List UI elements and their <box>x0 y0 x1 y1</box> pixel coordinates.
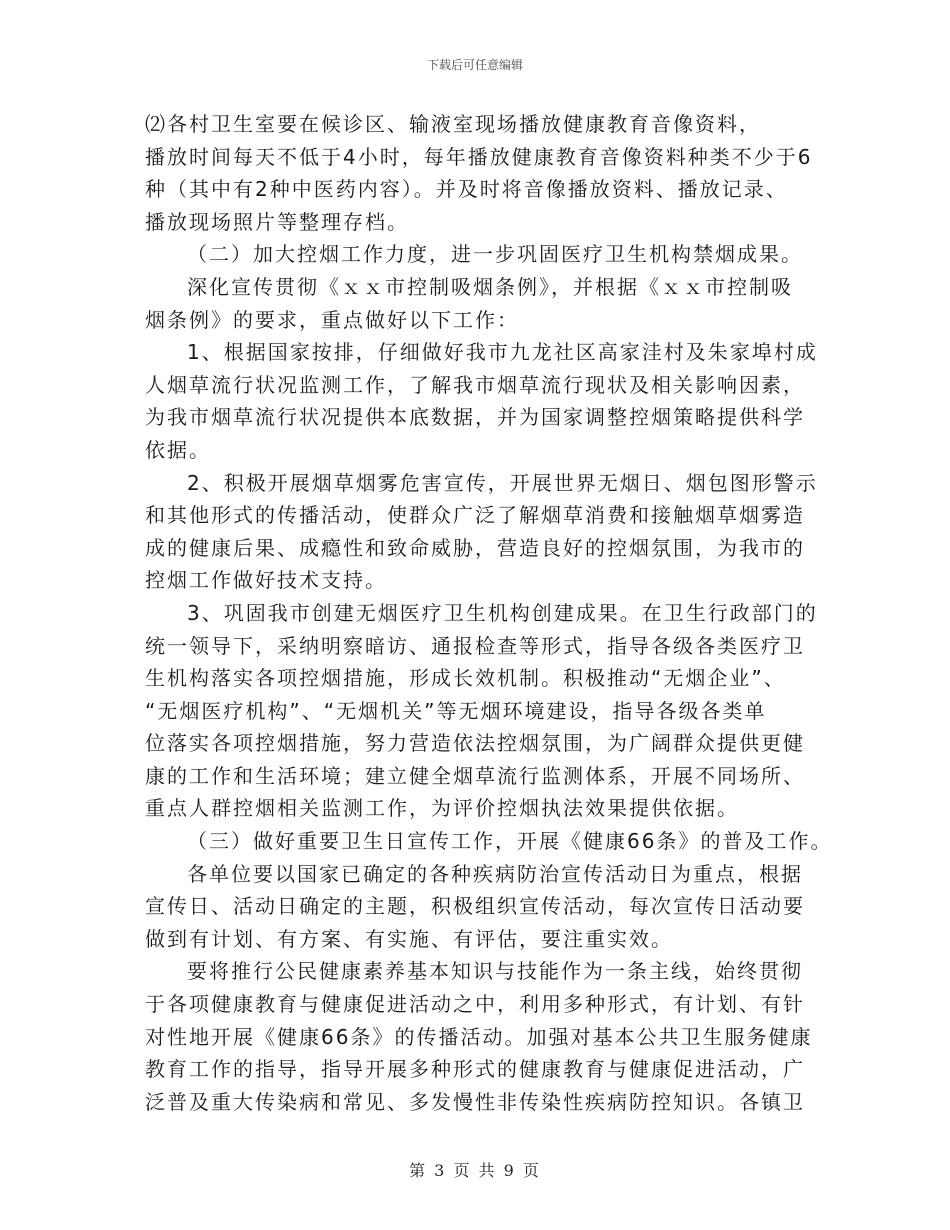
section-heading: （二）加大控烟工作力度，进一步巩固医疗卫生机构禁烟成果。 <box>187 242 803 267</box>
text-line: 于各项健康教育与健康促进活动之中，利用多种形式，有计划、有针 <box>145 992 805 1017</box>
text-line: 2、积极开展烟草烟雾危害宣传，开展世界无烟日、烟包图形警示 <box>187 470 818 495</box>
text-line: 对性地开展《健康66条》的传播活动。加强对基本公共卫生服务健康 <box>145 1024 813 1049</box>
text-line: 依据。 <box>145 437 211 462</box>
text-line: 成的健康后果、成瘾性和致命威胁，营造良好的控烟氛围，为我市的 <box>145 535 805 560</box>
text-line: 统一领导下，采纳明察暗访、通报检查等形式，指导各级各类医疗卫 <box>145 633 805 658</box>
text-line: 泛普及重大传染病和常见、多发慢性非传染性疾病防控知识。各镇卫 <box>145 1089 805 1114</box>
text-line: 宣传日、活动日确定的主题，积极组织宣传活动，每次宣传日活动要 <box>145 894 805 919</box>
text-line: 康的工作和生活环境；建立健全烟草流行监测体系，开展不同场所、 <box>145 763 805 788</box>
text-line: 烟条例》的要求，重点做好以下工作： <box>145 307 519 332</box>
text-line: 控烟工作做好技术支持。 <box>145 568 387 593</box>
page-header: 下载后可任意编辑 <box>426 58 523 72</box>
text-line: ⑵各村卫生室要在候诊区、输液室现场播放健康教育音像资料， <box>145 112 761 136</box>
text-line: “无烟医疗机构”、“无烟机关”等无烟环境建设，指导各级各类单 <box>145 698 767 723</box>
text-line: 人烟草流行状况监测工作，了解我市烟草流行现状及相关影响因素， <box>145 372 805 397</box>
text-line: 播放时间每天不低于4小时，每年播放健康教育音像资料种类不少于6 <box>145 144 813 169</box>
page-number-footer: 第 3 页 共 9 页 <box>409 1161 541 1180</box>
text-line: 3、巩固我市创建无烟医疗卫生机构创建成果。在卫生行政部门的 <box>187 600 818 625</box>
text-line: 做到有计划、有方案、有实施、有评估，要注重实效。 <box>145 926 673 951</box>
text-line: 教育工作的指导，指导开展多种形式的健康教育与健康促进活动，广 <box>145 1057 805 1082</box>
text-line: 和其他形式的传播活动，使群众广泛了解烟草消费和接触烟草烟雾造 <box>145 503 805 528</box>
text-line: 深化宣传贯彻《ｘｘ市控制吸烟条例》，并根据《ｘｘ市控制吸 <box>187 274 793 299</box>
text-line: 1、根据国家按排，仔细做好我市九龙社区高家洼村及朱家埠村成 <box>187 340 818 365</box>
text-line: 位落实各项控烟措施，努力营造依法控烟氛围，为广阔群众提供更健 <box>145 731 805 756</box>
text-line: 重点人群控烟相关监测工作，为评价控烟执法效果提供依据。 <box>145 796 739 821</box>
document-body <box>145 108 833 1118</box>
text-line: 为我市烟草流行状况提供本底数据，并为国家调整控烟策略提供科学 <box>145 405 805 430</box>
text-line: 播放现场照片等整理存档。 <box>145 209 409 234</box>
text-line: 生机构落实各项控烟措施，形成长效机制。积极推动“无烟企业”、 <box>145 666 786 691</box>
text-line: 种（其中有2种中医药内容）。并及时将音像播放资料、播放记录、 <box>145 177 788 202</box>
text-line: 要将推行公民健康素养基本知识与技能作为一条主线，始终贯彻 <box>187 959 803 984</box>
section-heading: （三）做好重要卫生日宣传工作，开展《健康66条》的普及工作。 <box>187 829 833 854</box>
text-line: 各单位要以国家已确定的各种疾病防治宣传活动日为重点，根据 <box>187 861 803 886</box>
